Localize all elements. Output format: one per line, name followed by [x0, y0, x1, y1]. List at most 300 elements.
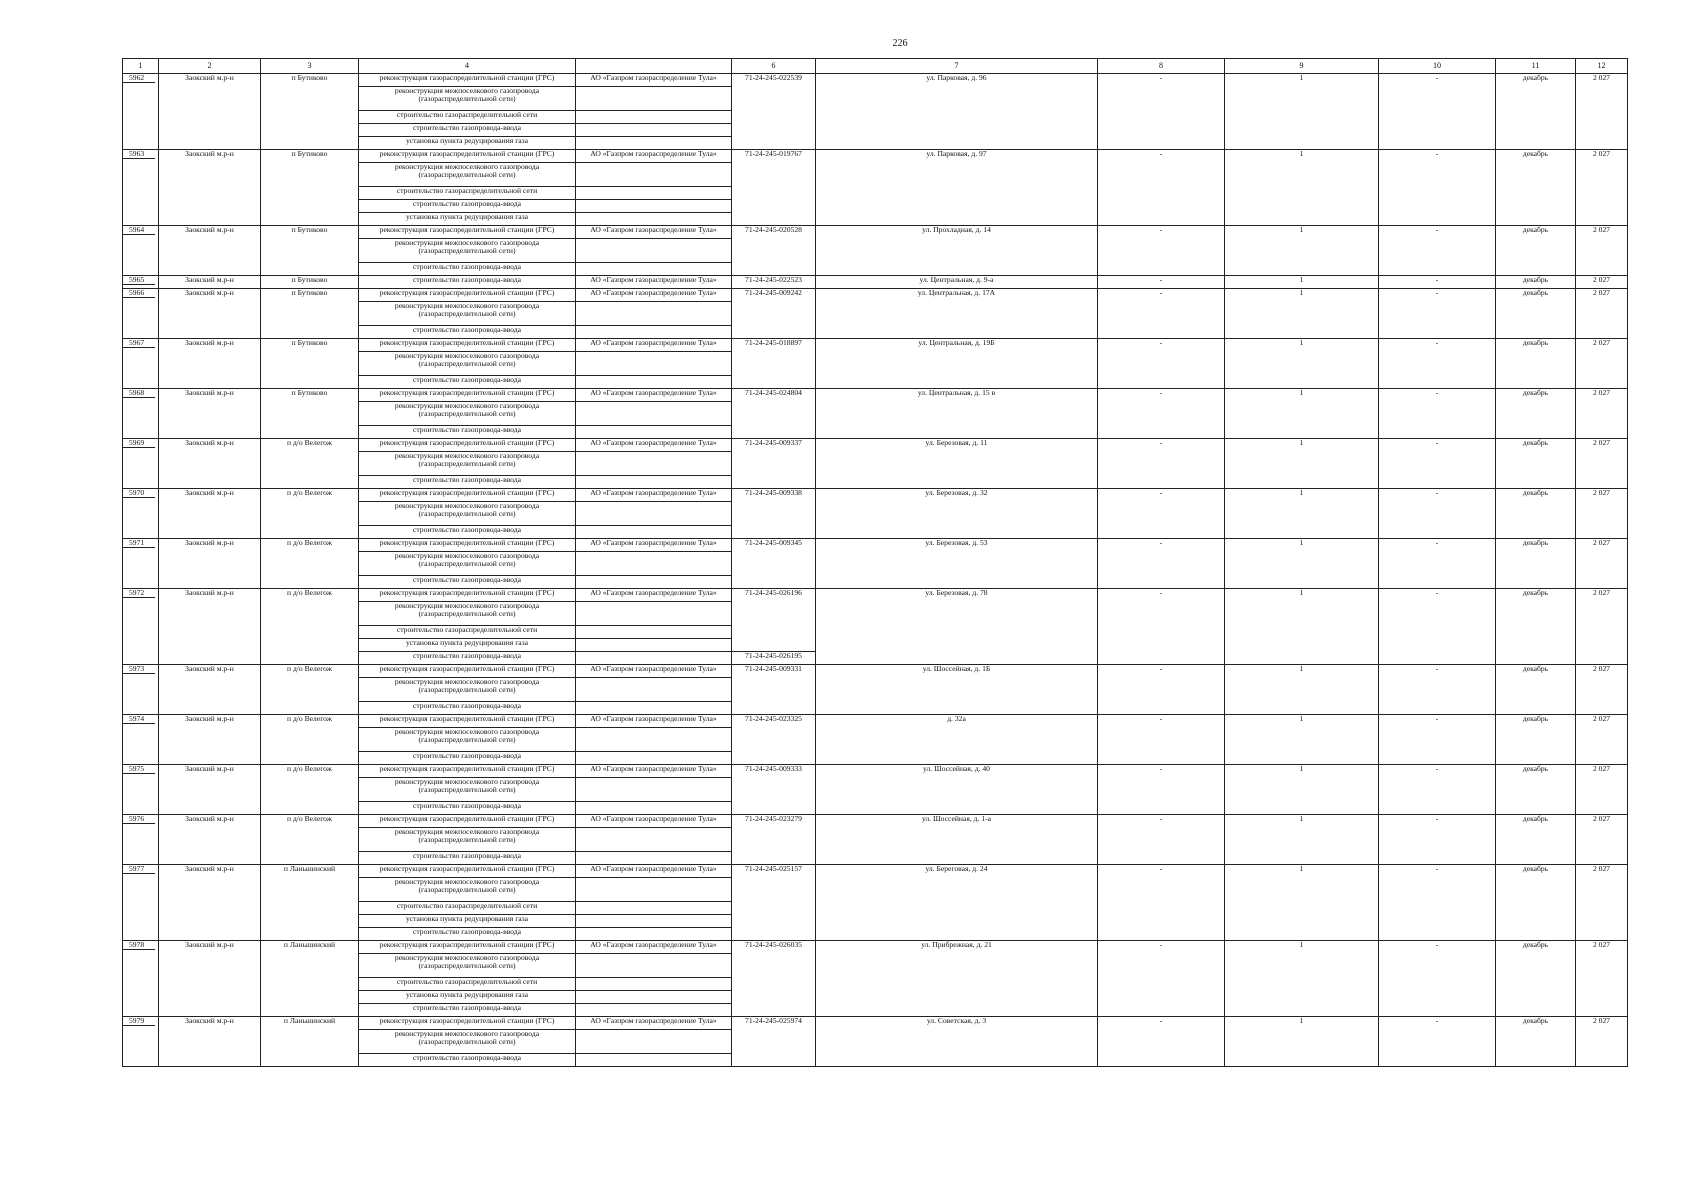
col8-cell: -	[1098, 339, 1225, 389]
table-row	[123, 665, 1628, 678]
organization-cell: АО «Газпром газораспределение Тула»	[576, 74, 732, 87]
object-code-cell: 71-24-245-009331	[732, 665, 816, 715]
month-cell: декабрь	[1496, 489, 1576, 539]
work-type-cell: реконструкция межпоселкового газопровода (газораспределительной сети)	[359, 502, 576, 526]
organization-cell	[576, 326, 732, 339]
organization-cell	[576, 552, 732, 576]
record-number	[123, 665, 159, 715]
organization-cell	[576, 915, 732, 928]
organization-cell	[576, 137, 732, 150]
work-type-cell: строительство газопровода-ввода	[359, 326, 576, 339]
work-type-cell: реконструкция межпоселкового газопровода (газораспределительной сети)	[359, 1030, 576, 1054]
year-cell: 2 027	[1576, 226, 1628, 276]
record-number	[123, 765, 159, 815]
work-type-cell: реконструкция газораспределительной станции (ГРС)	[359, 389, 576, 402]
year-cell: 2 027	[1576, 815, 1628, 865]
record-number	[123, 715, 159, 765]
table-row	[123, 74, 1628, 87]
settlement-cell: п Бутиково	[261, 389, 359, 439]
work-type-cell: строительство газопровода-ввода	[359, 852, 576, 865]
month-cell: декабрь	[1496, 1017, 1576, 1067]
record-number-text: 5968	[123, 389, 155, 398]
col10-cell: -	[1379, 815, 1496, 865]
col8-cell: -	[1098, 389, 1225, 439]
record-number-text: 5966	[123, 289, 155, 298]
object-code-cell: 71-24-245-009242	[732, 289, 816, 339]
col9-cell: 1	[1225, 665, 1379, 715]
object-code-cell: 71-24-245-018897	[732, 339, 816, 389]
settlement-cell: п Бутиково	[261, 339, 359, 389]
district-cell: Заокский м.р-н	[159, 150, 261, 226]
district-cell: Заокский м.р-н	[159, 765, 261, 815]
district-cell: Заокский м.р-н	[159, 389, 261, 439]
col8-cell: -	[1098, 150, 1225, 226]
object-code-cell: 71-24-245-020528	[732, 226, 816, 276]
district-cell: Заокский м.р-н	[159, 941, 261, 1017]
col8-cell: -	[1098, 815, 1225, 865]
work-type-cell: реконструкция газораспределительной станции (ГРС)	[359, 539, 576, 552]
record-number	[123, 589, 159, 665]
work-type-cell: строительство газопровода-ввода	[359, 1054, 576, 1067]
col10-cell: -	[1379, 276, 1496, 289]
page-number: 226	[892, 38, 908, 49]
work-type-cell: реконструкция газораспределительной станции (ГРС)	[359, 439, 576, 452]
col10-cell: -	[1379, 941, 1496, 1017]
col8-cell: -	[1098, 489, 1225, 539]
work-type-cell: реконструкция газораспределительной станции (ГРС)	[359, 339, 576, 352]
record-number-text: 5973	[123, 665, 155, 674]
organization-cell: АО «Газпром газораспределение Тула»	[576, 339, 732, 352]
col8-cell: -	[1098, 289, 1225, 339]
col9-cell: 1	[1225, 1017, 1379, 1067]
record-number-text: 5972	[123, 589, 155, 598]
organization-cell: АО «Газпром газораспределение Тула»	[576, 1017, 732, 1030]
record-number-text: 5969	[123, 439, 155, 448]
year-cell: 2 027	[1576, 1017, 1628, 1067]
work-type-cell: строительство газораспределительной сети	[359, 902, 576, 915]
col9-cell: 1	[1225, 865, 1379, 941]
record-number	[123, 941, 159, 1017]
column-header: 4	[359, 59, 576, 74]
work-type-cell: строительство газопровода-ввода	[359, 124, 576, 137]
year-cell: 2 027	[1576, 150, 1628, 226]
record-number	[123, 539, 159, 589]
object-code-cell: 71-24-245-009333	[732, 765, 816, 815]
record-number	[123, 1017, 159, 1067]
organization-cell: АО «Газпром газораспределение Тула»	[576, 539, 732, 552]
month-cell: декабрь	[1496, 765, 1576, 815]
table-row	[123, 289, 1628, 302]
work-type-cell: реконструкция межпоселкового газопровода (газораспределительной сети)	[359, 728, 576, 752]
col10-cell: -	[1379, 1017, 1496, 1067]
col8-cell: -	[1098, 715, 1225, 765]
column-header: 1	[123, 59, 159, 74]
work-type-cell: строительство газопровода-ввода	[359, 928, 576, 941]
col9-cell: 1	[1225, 150, 1379, 226]
work-type-cell: строительство газопровода-ввода	[359, 576, 576, 589]
month-cell: декабрь	[1496, 150, 1576, 226]
object-code-cell: 71-24-245-019767	[732, 150, 816, 226]
organization-cell	[576, 954, 732, 978]
year-cell: 2 027	[1576, 489, 1628, 539]
table-body	[123, 74, 1628, 1067]
record-number	[123, 865, 159, 941]
work-type-cell: реконструкция межпоселкового газопровода (газораспределительной сети)	[359, 954, 576, 978]
work-type-cell: реконструкция газораспределительной станции (ГРС)	[359, 865, 576, 878]
work-type-cell: строительство газопровода-ввода	[359, 276, 576, 289]
col9-cell: 1	[1225, 74, 1379, 150]
object-code-cell: 71-24-245-009337	[732, 439, 816, 489]
settlement-cell: п д/о Велегож	[261, 815, 359, 865]
work-type-cell: реконструкция межпоселкового газопровода (газораспределительной сети)	[359, 452, 576, 476]
district-cell: Заокский м.р-н	[159, 539, 261, 589]
organization-cell: АО «Газпром газораспределение Тула»	[576, 665, 732, 678]
work-type-cell: реконструкция межпоселкового газопровода (газораспределительной сети)	[359, 602, 576, 626]
column-header: 6	[732, 59, 816, 74]
address-cell: ул. Парковая, д. 97	[816, 150, 1098, 226]
district-cell: Заокский м.р-н	[159, 276, 261, 289]
organization-cell	[576, 928, 732, 941]
record-number-text: 5963	[123, 150, 155, 159]
year-cell: 2 027	[1576, 276, 1628, 289]
col8-cell: -	[1098, 665, 1225, 715]
object-code-cell: 71-24-245-026195	[732, 652, 816, 665]
year-cell: 2 027	[1576, 539, 1628, 589]
col8-cell: -	[1098, 941, 1225, 1017]
settlement-cell: п Ланьшинский	[261, 865, 359, 941]
district-cell: Заокский м.р-н	[159, 489, 261, 539]
work-type-cell: реконструкция межпоселкового газопровода (газораспределительной сети)	[359, 302, 576, 326]
work-type-cell: установка пункта редуцирования газа	[359, 991, 576, 1004]
organization-cell	[576, 728, 732, 752]
record-number-text: 5962	[123, 74, 155, 83]
col8-cell: -	[1098, 865, 1225, 941]
column-header: 7	[816, 59, 1098, 74]
organization-cell	[576, 1004, 732, 1017]
organization-cell	[576, 576, 732, 589]
table-row	[123, 276, 1628, 289]
col10-cell: -	[1379, 389, 1496, 439]
col8-cell: -	[1098, 74, 1225, 150]
column-header: 3	[261, 59, 359, 74]
record-number-text: 5978	[123, 941, 155, 950]
col8-cell: -	[1098, 276, 1225, 289]
address-cell: ул. Советская, д. 3	[816, 1017, 1098, 1067]
table-row	[123, 589, 1628, 602]
col9-cell: 1	[1225, 226, 1379, 276]
record-number-text: 5965	[123, 276, 155, 285]
col9-cell: 1	[1225, 765, 1379, 815]
organization-cell: АО «Газпром газораспределение Тула»	[576, 439, 732, 452]
year-cell: 2 027	[1576, 765, 1628, 815]
record-number-text: 5964	[123, 226, 155, 235]
year-cell: 2 027	[1576, 589, 1628, 665]
work-type-cell: реконструкция газораспределительной станции (ГРС)	[359, 226, 576, 239]
organization-cell	[576, 639, 732, 652]
organization-cell	[576, 124, 732, 137]
settlement-cell: п Бутиково	[261, 74, 359, 150]
record-number-text: 5967	[123, 339, 155, 348]
organization-cell: АО «Газпром газораспределение Тула»	[576, 589, 732, 602]
address-cell: ул. Березовая, д. 32	[816, 489, 1098, 539]
column-header: 9	[1225, 59, 1379, 74]
settlement-cell: п д/о Велегож	[261, 489, 359, 539]
record-number	[123, 150, 159, 226]
record-number	[123, 226, 159, 276]
work-type-cell: реконструкция межпоселкового газопровода (газораспределительной сети)	[359, 87, 576, 111]
settlement-cell: п Ланьшинский	[261, 941, 359, 1017]
col10-cell: -	[1379, 665, 1496, 715]
header-row	[123, 59, 1628, 74]
table-row	[123, 339, 1628, 352]
work-type-cell: строительство газораспределительной сети	[359, 187, 576, 200]
work-type-cell: реконструкция межпоселкового газопровода (газораспределительной сети)	[359, 352, 576, 376]
year-cell: 2 027	[1576, 74, 1628, 150]
year-cell: 2 027	[1576, 289, 1628, 339]
organization-cell	[576, 200, 732, 213]
object-code-cell: 71-24-245-022523	[732, 276, 816, 289]
object-code-cell: 71-24-245-025974	[732, 1017, 816, 1067]
month-cell: декабрь	[1496, 865, 1576, 941]
record-number	[123, 74, 159, 150]
district-cell: Заокский м.р-н	[159, 1017, 261, 1067]
address-cell: ул. Береговая, д. 24	[816, 865, 1098, 941]
organization-cell: АО «Газпром газораспределение Тула»	[576, 941, 732, 954]
month-cell: декабрь	[1496, 715, 1576, 765]
record-number-text: 5974	[123, 715, 155, 724]
record-number	[123, 289, 159, 339]
object-code-cell: 71-24-245-023279	[732, 815, 816, 865]
organization-cell	[576, 828, 732, 852]
organization-cell: АО «Газпром газораспределение Тула»	[576, 226, 732, 239]
col10-cell: -	[1379, 539, 1496, 589]
district-cell: Заокский м.р-н	[159, 226, 261, 276]
organization-cell	[576, 878, 732, 902]
district-cell: Заокский м.р-н	[159, 665, 261, 715]
organization-cell: АО «Газпром газораспределение Тула»	[576, 765, 732, 778]
organization-cell	[576, 602, 732, 626]
object-code-cell: 71-24-245-026196	[732, 589, 816, 652]
col10-cell: -	[1379, 339, 1496, 389]
organization-cell	[576, 376, 732, 389]
organization-cell	[576, 452, 732, 476]
district-cell: Заокский м.р-н	[159, 865, 261, 941]
record-number	[123, 339, 159, 389]
month-cell: декабрь	[1496, 276, 1576, 289]
organization-cell: АО «Газпром газораспределение Тула»	[576, 865, 732, 878]
table-row	[123, 715, 1628, 728]
work-type-cell: реконструкция газораспределительной станции (ГРС)	[359, 665, 576, 678]
work-type-cell: реконструкция газораспределительной станции (ГРС)	[359, 589, 576, 602]
year-cell: 2 027	[1576, 941, 1628, 1017]
month-cell: декабрь	[1496, 665, 1576, 715]
col9-cell: 1	[1225, 489, 1379, 539]
address-cell: д. 32а	[816, 715, 1098, 765]
col9-cell: 1	[1225, 439, 1379, 489]
address-cell: ул. Центральная, д. 9-а	[816, 276, 1098, 289]
address-cell: ул. Березовая, д. 78	[816, 589, 1098, 665]
col10-cell: -	[1379, 150, 1496, 226]
table-row	[123, 815, 1628, 828]
month-cell: декабрь	[1496, 74, 1576, 150]
organization-cell	[576, 187, 732, 200]
address-cell: ул. Шоссейная, д. 1-а	[816, 815, 1098, 865]
record-number-text: 5970	[123, 489, 155, 498]
record-number	[123, 489, 159, 539]
organization-cell	[576, 752, 732, 765]
year-cell: 2 027	[1576, 715, 1628, 765]
work-type-cell: установка пункта редуцирования газа	[359, 213, 576, 226]
col10-cell: -	[1379, 289, 1496, 339]
year-cell: 2 027	[1576, 389, 1628, 439]
object-code-cell: 71-24-245-024804	[732, 389, 816, 439]
month-cell: декабрь	[1496, 439, 1576, 489]
col9-cell: 1	[1225, 539, 1379, 589]
work-type-cell: реконструкция межпоселкового газопровода (газораспределительной сети)	[359, 778, 576, 802]
record-number	[123, 439, 159, 489]
col10-cell: -	[1379, 589, 1496, 665]
column-header: 2	[159, 59, 261, 74]
work-type-cell: реконструкция газораспределительной станции (ГРС)	[359, 1017, 576, 1030]
work-type-cell: реконструкция газораспределительной станции (ГРС)	[359, 150, 576, 163]
settlement-cell: п д/о Велегож	[261, 589, 359, 665]
col10-cell: -	[1379, 74, 1496, 150]
work-type-cell: реконструкция газораспределительной станции (ГРС)	[359, 489, 576, 502]
organization-cell	[576, 402, 732, 426]
column-header: 10	[1379, 59, 1496, 74]
work-type-cell: реконструкция газораспределительной станции (ГРС)	[359, 941, 576, 954]
organization-cell: АО «Газпром газораспределение Тула»	[576, 489, 732, 502]
col8-cell: -	[1098, 765, 1225, 815]
address-cell: ул. Березовая, д. 11	[816, 439, 1098, 489]
organization-cell	[576, 852, 732, 865]
col10-cell: -	[1379, 765, 1496, 815]
address-cell: ул. Прибрежная, д. 21	[816, 941, 1098, 1017]
month-cell: декабрь	[1496, 539, 1576, 589]
district-cell: Заокский м.р-н	[159, 589, 261, 665]
month-cell: декабрь	[1496, 289, 1576, 339]
col8-cell: -	[1098, 1017, 1225, 1067]
work-type-cell: реконструкция межпоселкового газопровода (газораспределительной сети)	[359, 239, 576, 263]
settlement-cell: п Бутиково	[261, 226, 359, 276]
address-cell: ул. Парковая, д. 96	[816, 74, 1098, 150]
address-cell: ул. Березовая, д. 53	[816, 539, 1098, 589]
work-type-cell: реконструкция газораспределительной станции (ГРС)	[359, 715, 576, 728]
month-cell: декабрь	[1496, 941, 1576, 1017]
column-header: 12	[1576, 59, 1628, 74]
organization-cell	[576, 502, 732, 526]
settlement-cell: п Бутиково	[261, 150, 359, 226]
work-type-cell: строительство газопровода-ввода	[359, 476, 576, 489]
table-row	[123, 389, 1628, 402]
object-code-cell: 71-24-245-023325	[732, 715, 816, 765]
organization-cell	[576, 902, 732, 915]
organization-cell	[576, 1030, 732, 1054]
organization-cell	[576, 163, 732, 187]
organization-cell	[576, 1054, 732, 1067]
organization-cell	[576, 302, 732, 326]
month-cell: декабрь	[1496, 815, 1576, 865]
object-code-cell: 71-24-245-009345	[732, 539, 816, 589]
work-type-cell: строительство газораспределительной сети	[359, 978, 576, 991]
column-header: 8	[1098, 59, 1225, 74]
settlement-cell: п д/о Велегож	[261, 715, 359, 765]
table-row	[123, 489, 1628, 502]
organization-cell	[576, 426, 732, 439]
year-cell: 2 027	[1576, 665, 1628, 715]
col9-cell: 1	[1225, 715, 1379, 765]
column-header: 11	[1496, 59, 1576, 74]
organization-cell	[576, 476, 732, 489]
col10-cell: -	[1379, 489, 1496, 539]
record-number-text: 5971	[123, 539, 155, 548]
settlement-cell: п д/о Велегож	[261, 539, 359, 589]
organization-cell: АО «Газпром газораспределение Тула»	[576, 276, 732, 289]
col9-cell: 1	[1225, 289, 1379, 339]
district-cell: Заокский м.р-н	[159, 289, 261, 339]
work-type-cell: строительство газораспределительной сети	[359, 111, 576, 124]
work-type-cell: реконструкция межпоселкового газопровода (газораспределительной сети)	[359, 402, 576, 426]
work-type-cell: строительство газопровода-ввода	[359, 652, 576, 665]
col8-cell: -	[1098, 439, 1225, 489]
organization-cell: АО «Газпром газораспределение Тула»	[576, 389, 732, 402]
year-cell: 2 027	[1576, 865, 1628, 941]
organization-cell	[576, 526, 732, 539]
organization-cell	[576, 991, 732, 1004]
table-row	[123, 539, 1628, 552]
record-number-text: 5976	[123, 815, 155, 824]
record-number-text: 5979	[123, 1017, 155, 1026]
work-type-cell: установка пункта редуцирования газа	[359, 137, 576, 150]
month-cell: декабрь	[1496, 389, 1576, 439]
work-type-cell: реконструкция межпоселкового газопровода (газораспределительной сети)	[359, 828, 576, 852]
district-cell: Заокский м.р-н	[159, 815, 261, 865]
work-type-cell: строительство газораспределительной сети	[359, 626, 576, 639]
table-row	[123, 439, 1628, 452]
organization-cell	[576, 239, 732, 263]
organization-cell: АО «Газпром газораспределение Тула»	[576, 715, 732, 728]
work-type-cell: установка пункта редуцирования газа	[359, 639, 576, 652]
table-row	[123, 1017, 1628, 1030]
work-type-cell: строительство газопровода-ввода	[359, 526, 576, 539]
district-cell: Заокский м.р-н	[159, 74, 261, 150]
address-cell: ул. Прохладная, д. 14	[816, 226, 1098, 276]
work-type-cell: реконструкция межпоселкового газопровода (газораспределительной сети)	[359, 878, 576, 902]
settlement-cell: п Ланьшинский	[261, 1017, 359, 1067]
work-type-cell: реконструкция газораспределительной станции (ГРС)	[359, 74, 576, 87]
month-cell: декабрь	[1496, 226, 1576, 276]
organization-cell	[576, 87, 732, 111]
record-number-text: 5975	[123, 765, 155, 774]
work-type-cell: строительство газопровода-ввода	[359, 263, 576, 276]
work-type-cell: строительство газопровода-ввода	[359, 1004, 576, 1017]
object-code-cell: 71-24-245-026035	[732, 941, 816, 1017]
district-cell: Заокский м.р-н	[159, 339, 261, 389]
organization-cell	[576, 213, 732, 226]
table-row	[123, 226, 1628, 239]
col9-cell: 1	[1225, 276, 1379, 289]
year-cell: 2 027	[1576, 339, 1628, 389]
col9-cell: 1	[1225, 339, 1379, 389]
record-number	[123, 815, 159, 865]
table-row	[123, 765, 1628, 778]
organization-cell	[576, 978, 732, 991]
settlement-cell: п Бутиково	[261, 289, 359, 339]
organization-cell	[576, 778, 732, 802]
col9-cell: 1	[1225, 389, 1379, 439]
col9-cell: 1	[1225, 815, 1379, 865]
organization-cell	[576, 702, 732, 715]
